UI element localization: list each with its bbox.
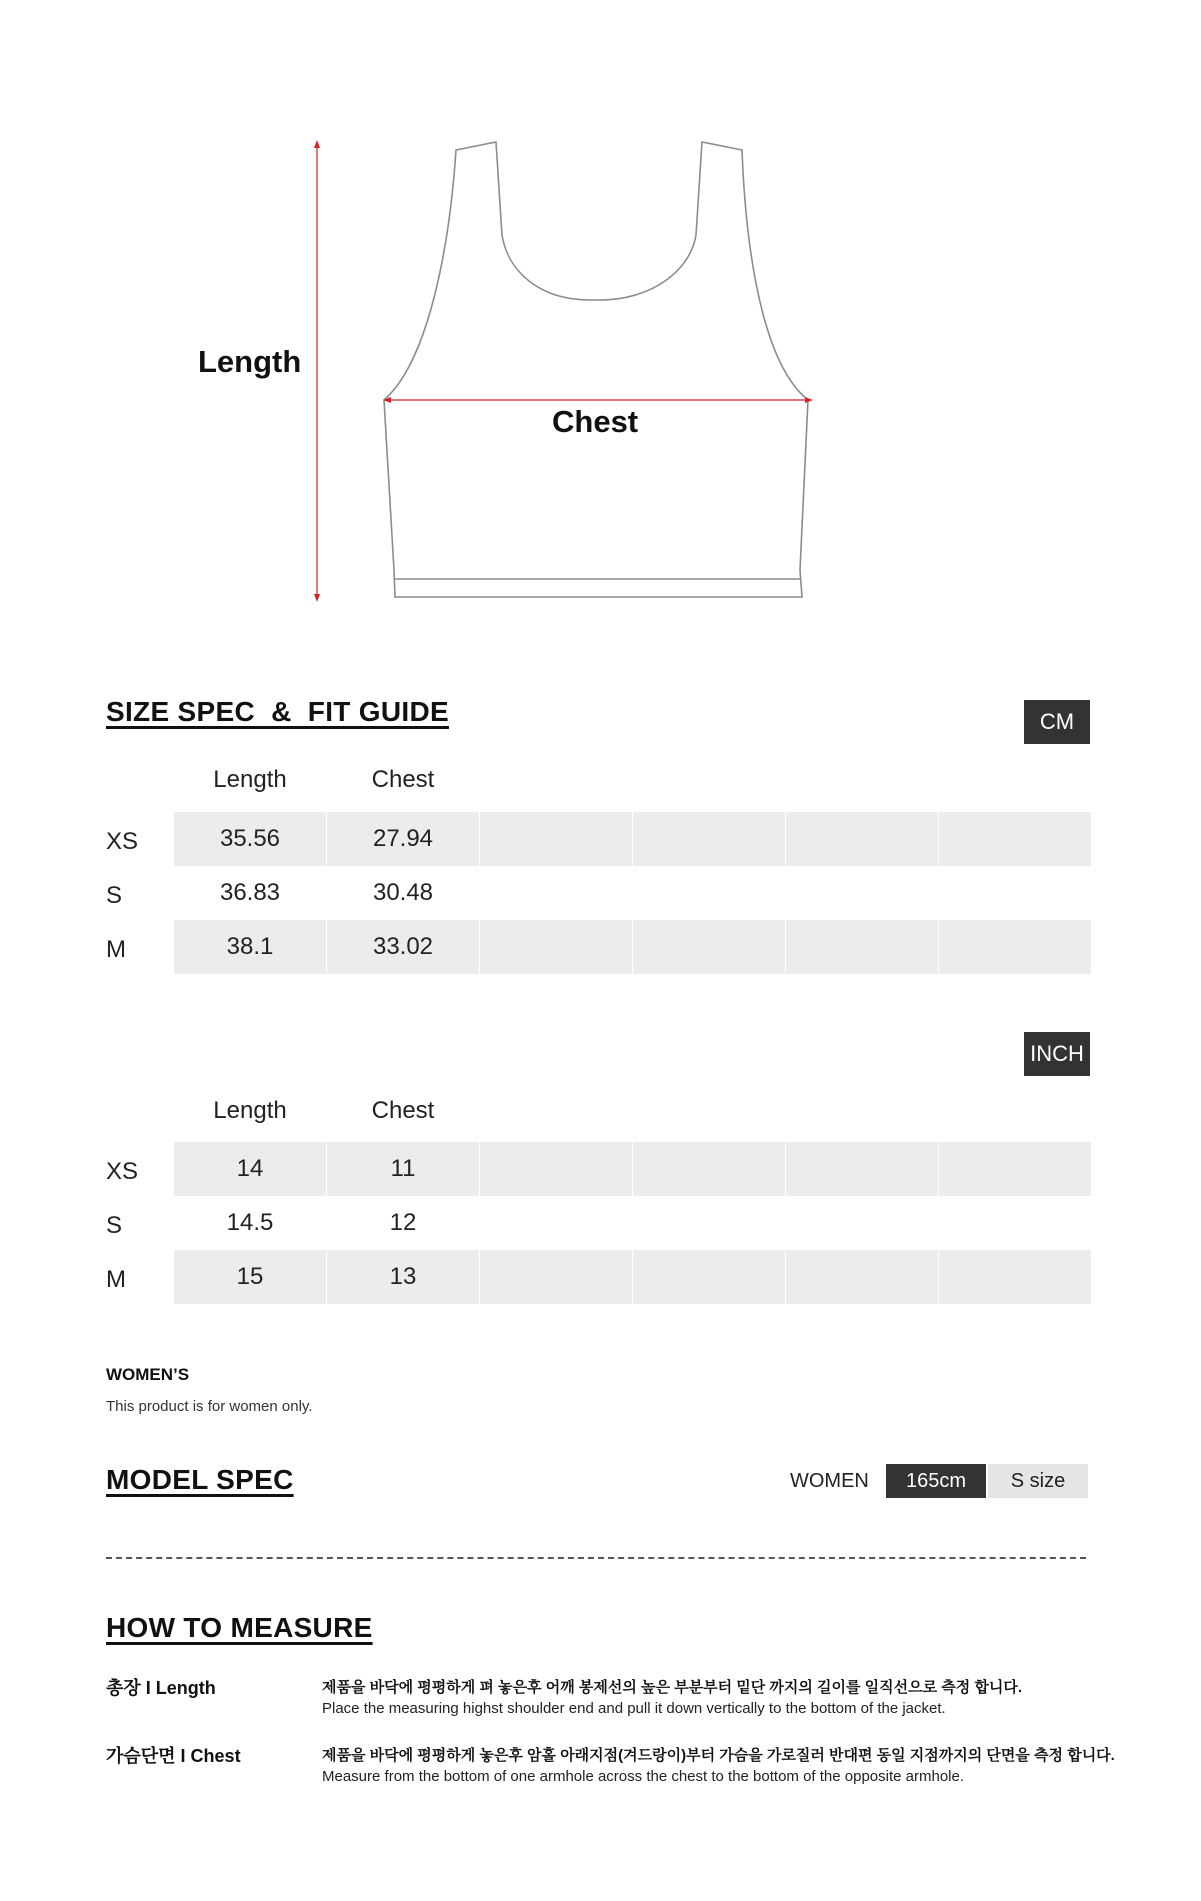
- table-cell-empty: [480, 920, 632, 974]
- chest-arrow-right: [805, 397, 813, 403]
- cm-row-label-xs: XS: [106, 828, 139, 855]
- table-cell: 36.83: [219, 879, 281, 906]
- table-cell: 11: [327, 1142, 479, 1196]
- table-cell-empty: [939, 1250, 1091, 1304]
- measure-label-length: 총장 I Length: [106, 1678, 216, 1698]
- size-spec-title: SIZE SPEC & FIT GUIDE: [106, 696, 449, 727]
- table-cell: 12: [389, 1209, 417, 1236]
- garment-outline: [384, 142, 808, 597]
- table-cell-empty: [786, 1250, 938, 1304]
- cm-col-length: Length: [213, 766, 287, 793]
- table-cell-empty: [939, 812, 1091, 866]
- garment-diagram: [0, 0, 1201, 640]
- measure-desc-en-chest: Measure from the bottom of one armhole across the chest to the bottom of the opposite armhole.: [322, 1768, 965, 1785]
- table-cell: 15: [174, 1250, 326, 1304]
- inch-row-label-s: S: [106, 1212, 123, 1239]
- table-cell-empty: [939, 1142, 1091, 1196]
- chest-label: Chest: [552, 404, 639, 439]
- model-spec-title: MODEL SPEC: [106, 1464, 294, 1495]
- length-arrow-top: [314, 140, 320, 148]
- model-gender: WOMEN: [790, 1470, 869, 1492]
- table-cell: 27.94: [327, 812, 479, 866]
- inch-col-length: Length: [213, 1097, 287, 1124]
- how-to-measure-title: HOW TO MEASURE: [106, 1612, 373, 1643]
- cm-row-label-m: M: [106, 936, 126, 963]
- table-cell: 35.56: [174, 812, 326, 866]
- womens-note-text: This product is for women only.: [106, 1398, 313, 1415]
- table-cell-empty: [480, 1250, 632, 1304]
- inch-col-chest: Chest: [371, 1097, 435, 1124]
- measure-desc-ko-chest: 제품을 바닥에 평평하게 놓은후 암홀 아래지점(겨드랑이)부터 가슴을 가로질러 반대편 동일 지점까지의 단면을 측정 합니다.: [322, 1747, 1115, 1764]
- cm-col-chest: Chest: [371, 766, 435, 793]
- table-cell-empty: [480, 812, 632, 866]
- table-cell-empty: [633, 1142, 785, 1196]
- measure-desc-en-length: Place the measuring highst shoulder end and pull it down vertically to the bottom of the jacket.: [322, 1700, 946, 1717]
- inch-row-label-m: M: [106, 1266, 126, 1293]
- table-cell: 38.1: [174, 920, 326, 974]
- model-size-badge: S size: [988, 1464, 1088, 1498]
- table-cell-empty: [633, 1250, 785, 1304]
- table-cell-empty: [939, 920, 1091, 974]
- table-cell: 30.48: [372, 879, 434, 906]
- inch-row-label-xs: XS: [106, 1158, 139, 1185]
- measure-desc-ko-length: 제품을 바닥에 평평하게 펴 놓은후 어깨 봉제선의 높은 부분부터 밑단 까지의 길이를 일직선으로 측정 합니다.: [322, 1679, 1023, 1696]
- table-cell-empty: [633, 920, 785, 974]
- table-cell: 13: [327, 1250, 479, 1304]
- measure-label-chest: 가슴단면 I Chest: [106, 1746, 241, 1766]
- model-height-badge: 165cm: [886, 1464, 986, 1498]
- table-cell-empty: [786, 812, 938, 866]
- cm-row-label-s: S: [106, 882, 123, 909]
- table-cell-empty: [633, 812, 785, 866]
- unit-badge-inch: INCH: [1024, 1032, 1090, 1076]
- table-cell: 14.5: [226, 1209, 274, 1236]
- table-cell-empty: [786, 920, 938, 974]
- section-divider: [106, 1557, 1086, 1559]
- table-cell-empty: [480, 1142, 632, 1196]
- length-arrow-bottom: [314, 594, 320, 602]
- womens-note-title: WOMEN’S: [106, 1365, 190, 1384]
- table-cell: 14: [174, 1142, 326, 1196]
- table-cell: 33.02: [327, 920, 479, 974]
- length-label: Length: [198, 344, 302, 379]
- unit-badge-cm: CM: [1024, 700, 1090, 744]
- table-cell-empty: [786, 1142, 938, 1196]
